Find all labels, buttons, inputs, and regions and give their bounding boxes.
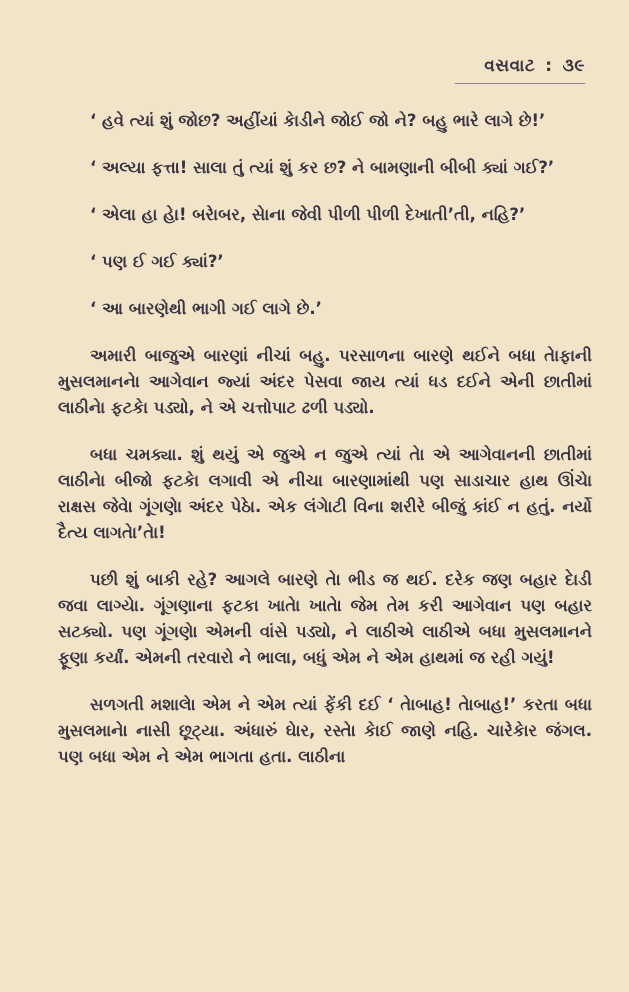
page-body [58,108,592,770]
running-header [484,56,585,76]
paragraph-8: પછી શું બાકી રહે? આગલે બારણે તેા ભીડ જ થઈ. દરેક જણ બહાર દેાડી જવા લાગ્યેા. ગૂંગણાના ફટકા ખાતેા ખાતેા જેમ તેમ કરી આગેવાન પણ બહાર સટક્યો. પણ ગૂંગણેા એમની વાંસે પડ્યો, ને લાઠીએ લાઠીએ બધા મુસલમાનને ફૂણા કર્યાં. એમની તરવારો ને ભાલા, બધું એમ ને એમ હાથમાં જ રહી ગયું! [58,570,592,667]
paragraph-3: ‘ એલા હા હેા! બરેાબર, સેાના જેવી પીળી પીળી દેખાતી’તી, નહિ?’ [90,205,526,224]
paragraph-1: ‘ હવે ત્યાં શું જોછ? અહીંયાં કેાડીને જોઈ જો ને? બહુ ભારે લાગે છે!’ [90,111,546,130]
paragraph-4: ‘ પણ ઈ ગઈ ક્યાં?’ [90,252,224,271]
paragraph-6: અમારી બાજુએ બારણાં નીચાં બહુ. પરસાળના બારણે થઈને બધા તેાફાની મુસલમાનનેા આગેવાન જ્યાં અંદર પેસવા જાય ત્યાં ધડ દઈને એની છાતીમાં લાઠીનેા ફટકેા પડ્યો, ને એ ચત્તોપાટ ઢળી પડ્યો. [58,346,592,417]
header-rule [455,83,585,84]
paragraph-7: બધા ચમક્યા. શું થયું એ જુએ ન જુએ ત્યાં તેા એ આગેવાનની છાતીમાં લાઠીનેા બીજો ફટકેા લગાવી એ નીચા બારણામાંથી પણ સાડાચાર હાથ ઊંચેા રાક્ષસ જેવેા ગૂંગણેા અંદર પેઠેા. એક લંગેાટી વિના શરીરે બીજું કાંઈ ન હતું. નર્યો દૈત્ય લાગતેા’તેા! [58,445,592,542]
chapter-title: વસવાટ [484,56,536,76]
paragraph-5: ‘ આ બારણેથી ભાગી ગઈ લાગે છે.’ [90,299,322,318]
paragraph-2: ‘ અલ્યા ફત્તા! સાલા તું ત્યાં શું કર છ? ને બામણાની બીબી ક્યાં ગઈ?’ [90,158,555,177]
header-separator: : [545,56,553,76]
paragraph-9: સળગતી મશાલેા એમ ને એમ ત્યાં ફેંકી દઈ ‘ તેાબાહ! તેાબાહ!’ કરતા બધા મુસલમાનેા નાસી છૂટ્યા. અંધારું ઘેાર, રસ્તેા કેાઈ જાણે નહિ. ચારેકેાર જંગલ. પણ બધા એમ ને એમ ભાગતા હતા. લાઠીના [58,695,592,766]
page-number: ૩૯ [562,56,585,76]
